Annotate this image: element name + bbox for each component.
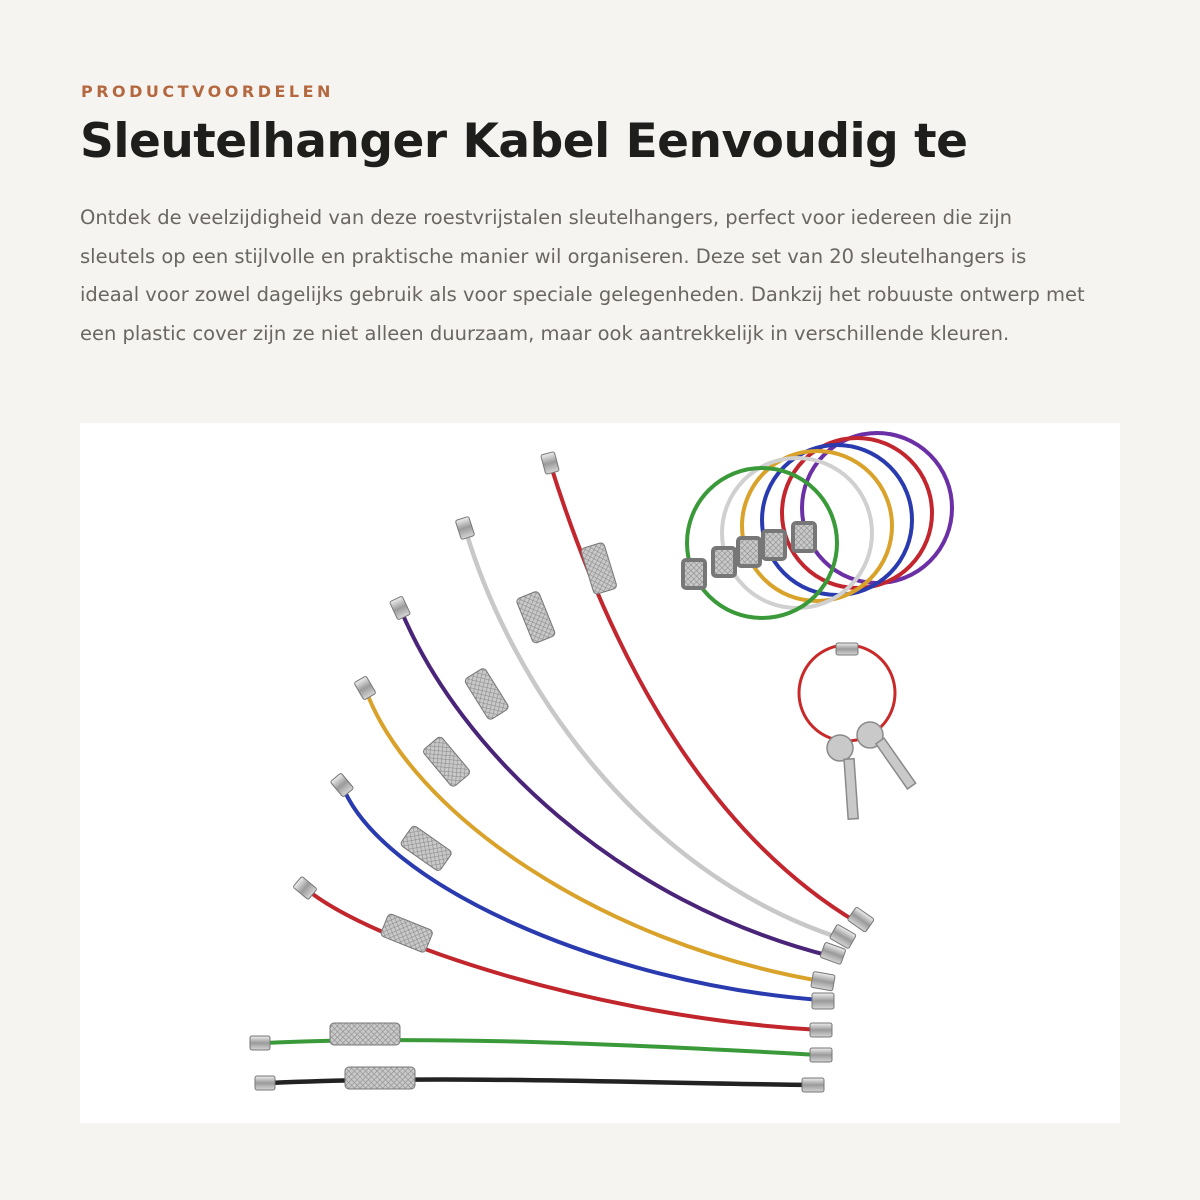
section-description: Ontdek de veelzijdigheid van deze roestvrijstalen sleutelhangers, perfect voor iedereen die zijn sleutels op een stijlvolle en praktische manier wil organiseren. Deze set van 20 sleutelhangers is ideaal voor zowel dagelijks gebruik als voor speciale gelegenheden. Dankzij het robuuste ontwerp met een plastic cover zijn ze niet alleen duurzaam, maar ook aantrekkelijk in verschillende kleuren.: [80, 206, 1085, 345]
section-eyebrow: PRODUCTVOORDELEN: [81, 82, 334, 101]
product-image: [80, 423, 1120, 1123]
cable-barrels: [330, 542, 617, 1089]
colored-rings: [683, 433, 952, 618]
red-ring-with-keys: [799, 643, 916, 819]
section-title: Sleutelhanger Kabel Eenvoudig te: [80, 114, 968, 169]
cable-keychain-product-photo: [80, 423, 1120, 1123]
